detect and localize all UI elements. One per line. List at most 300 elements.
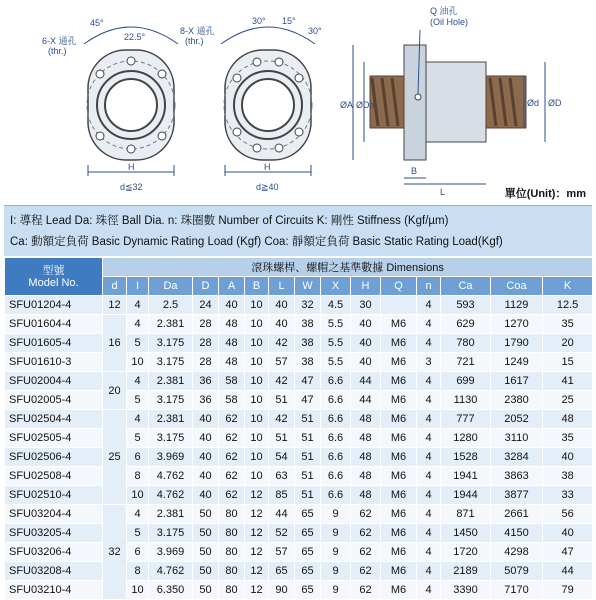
table-row xyxy=(5,524,593,543)
column-header: Da xyxy=(149,277,193,296)
value-cell: 2.381 xyxy=(149,410,193,429)
value-cell: 4.762 xyxy=(149,467,193,486)
value-cell: 2.381 xyxy=(149,372,193,391)
table-row xyxy=(5,467,593,486)
value-cell: 2.381 xyxy=(149,315,193,334)
model-cell: SFU02005-4 xyxy=(5,391,103,410)
value-cell: 10 xyxy=(127,353,149,372)
value-cell: 40 xyxy=(219,296,245,315)
value-cell: 780 xyxy=(441,334,491,353)
model-cell: SFU02504-4 xyxy=(5,410,103,429)
oil-hole-label: (Oil Hole) xyxy=(430,17,469,27)
value-cell: 42 xyxy=(269,372,295,391)
value-cell: 36 xyxy=(193,391,219,410)
table-row xyxy=(5,581,593,600)
value-cell: M6 xyxy=(381,505,417,524)
value-cell: 10 xyxy=(245,410,269,429)
value-cell: 65 xyxy=(295,543,321,562)
value-cell: 4 xyxy=(417,391,441,410)
value-cell: M6 xyxy=(381,410,417,429)
value-cell: 6 xyxy=(127,543,149,562)
value-cell: 2380 xyxy=(491,391,543,410)
table-row xyxy=(5,486,593,505)
value-cell: 51 xyxy=(295,448,321,467)
table-row xyxy=(5,410,593,429)
model-cell: SFU02004-4 xyxy=(5,372,103,391)
value-cell xyxy=(381,296,417,315)
value-cell: 12 xyxy=(245,562,269,581)
value-cell: 8 xyxy=(127,562,149,581)
value-cell: 12 xyxy=(245,524,269,543)
value-cell: 38 xyxy=(295,353,321,372)
value-cell: 80 xyxy=(219,562,245,581)
table-row xyxy=(5,448,593,467)
value-cell: 62 xyxy=(219,429,245,448)
value-cell: 40 xyxy=(193,467,219,486)
value-cell: 6.350 xyxy=(149,581,193,600)
value-cell: 38 xyxy=(295,334,321,353)
value-cell: M6 xyxy=(381,429,417,448)
value-cell: 10 xyxy=(245,353,269,372)
holes-a-label: 6-X 通孔 xyxy=(42,36,77,46)
value-cell: 6.6 xyxy=(321,486,351,505)
value-cell: 79 xyxy=(543,581,593,600)
value-cell: 24 xyxy=(193,296,219,315)
value-cell: M6 xyxy=(381,486,417,505)
model-cell: SFU03206-4 xyxy=(5,543,103,562)
flange-6-hole xyxy=(84,27,178,176)
value-cell: 6.6 xyxy=(321,467,351,486)
model-zh: 型號 xyxy=(42,264,65,277)
value-cell: 10 xyxy=(245,467,269,486)
value-cell: 4 xyxy=(417,581,441,600)
value-cell: 4 xyxy=(127,410,149,429)
value-cell: 51 xyxy=(295,467,321,486)
value-cell: 4 xyxy=(417,448,441,467)
value-cell: 51 xyxy=(269,391,295,410)
value-cell: 62 xyxy=(219,486,245,505)
value-cell: 9 xyxy=(321,524,351,543)
value-cell: 1130 xyxy=(441,391,491,410)
value-cell: 65 xyxy=(269,562,295,581)
angle-b1: 30° xyxy=(252,16,266,26)
value-cell: 4 xyxy=(417,410,441,429)
value-cell: 4 xyxy=(127,296,149,315)
value-cell: 44 xyxy=(351,372,381,391)
table-row xyxy=(5,315,593,334)
value-cell: M6 xyxy=(381,372,417,391)
table-row xyxy=(5,543,593,562)
value-cell: 57 xyxy=(269,353,295,372)
value-cell: M6 xyxy=(381,543,417,562)
value-cell: 63 xyxy=(269,467,295,486)
column-header: A xyxy=(219,277,245,296)
value-cell: 48 xyxy=(351,486,381,505)
value-cell: 6.6 xyxy=(321,410,351,429)
value-cell: M6 xyxy=(381,562,417,581)
model-cell: SFU02508-4 xyxy=(5,467,103,486)
value-cell: 5079 xyxy=(491,562,543,581)
value-cell: 28 xyxy=(193,334,219,353)
value-cell: 38 xyxy=(295,315,321,334)
value-cell: 7170 xyxy=(491,581,543,600)
l-label: L xyxy=(440,187,446,197)
model-header xyxy=(5,258,103,296)
value-cell: 3.175 xyxy=(149,353,193,372)
value-cell: 62 xyxy=(351,505,381,524)
value-cell: 10 xyxy=(245,334,269,353)
value-cell: 44 xyxy=(543,562,593,581)
holes-b-label: 8-X 通孔 xyxy=(180,26,215,36)
header-row-1 xyxy=(5,258,593,277)
value-cell: 5 xyxy=(127,391,149,410)
value-cell: 5.5 xyxy=(321,353,351,372)
value-cell: 38 xyxy=(543,467,593,486)
value-cell: 3.969 xyxy=(149,448,193,467)
table-row xyxy=(5,334,593,353)
value-cell: M6 xyxy=(381,448,417,467)
value-cell: 10 xyxy=(127,581,149,600)
value-cell: 6.6 xyxy=(321,429,351,448)
d-note-a: d≦32 xyxy=(120,182,143,192)
value-cell: 5 xyxy=(127,429,149,448)
value-cell: 62 xyxy=(351,581,381,600)
value-cell: 32 xyxy=(295,296,321,315)
flange-8-hole xyxy=(221,27,315,176)
value-cell: 4.5 xyxy=(321,296,351,315)
h-b-label: H xyxy=(264,162,271,172)
value-cell: 8 xyxy=(127,467,149,486)
nut-side-view xyxy=(353,30,545,184)
value-cell: 25 xyxy=(543,391,593,410)
unit-label: 單位(Unit)：mm xyxy=(504,188,586,200)
value-cell: 10 xyxy=(245,391,269,410)
value-cell: 1280 xyxy=(441,429,491,448)
value-cell: 5.5 xyxy=(321,334,351,353)
technical-drawing xyxy=(0,0,596,200)
shaft-dia-cell: 20 xyxy=(103,372,127,410)
value-cell: 12 xyxy=(245,581,269,600)
value-cell: 47 xyxy=(295,391,321,410)
value-cell: 1528 xyxy=(441,448,491,467)
value-cell: 3110 xyxy=(491,429,543,448)
value-cell: 10 xyxy=(245,296,269,315)
value-cell: 40 xyxy=(543,524,593,543)
value-cell: 9 xyxy=(321,562,351,581)
angle-b2: 15° xyxy=(282,16,296,26)
value-cell: 6.6 xyxy=(321,391,351,410)
value-cell: 62 xyxy=(351,543,381,562)
value-cell: 2.381 xyxy=(149,505,193,524)
value-cell: 52 xyxy=(269,524,295,543)
value-cell: 28 xyxy=(193,315,219,334)
value-cell: 4 xyxy=(417,429,441,448)
value-cell: 4 xyxy=(417,334,441,353)
value-cell: 62 xyxy=(219,448,245,467)
model-cell: SFU02505-4 xyxy=(5,429,103,448)
value-cell: M6 xyxy=(381,315,417,334)
value-cell: 80 xyxy=(219,524,245,543)
value-cell: 28 xyxy=(193,353,219,372)
value-cell: 10 xyxy=(127,486,149,505)
value-cell: 4 xyxy=(417,467,441,486)
value-cell: 40 xyxy=(351,353,381,372)
value-cell: 36 xyxy=(193,372,219,391)
value-cell: 4.762 xyxy=(149,486,193,505)
h-a-label: H xyxy=(128,162,135,172)
value-cell: M6 xyxy=(381,391,417,410)
thr-b-label: (thr.) xyxy=(185,36,204,46)
value-cell: 65 xyxy=(295,581,321,600)
value-cell: 51 xyxy=(295,410,321,429)
value-cell: 3.969 xyxy=(149,543,193,562)
q-label: Q 油孔 xyxy=(430,6,458,16)
value-cell: 9 xyxy=(321,543,351,562)
angle-a2: 22.5° xyxy=(124,32,146,42)
value-cell: 47 xyxy=(543,543,593,562)
value-cell: 3863 xyxy=(491,467,543,486)
angle-b3: 30° xyxy=(308,26,322,36)
table-row xyxy=(5,505,593,524)
value-cell: 3877 xyxy=(491,486,543,505)
value-cell: 40 xyxy=(193,448,219,467)
value-cell: 4150 xyxy=(491,524,543,543)
value-cell: 40 xyxy=(269,315,295,334)
value-cell: 1790 xyxy=(491,334,543,353)
value-cell: 3.175 xyxy=(149,334,193,353)
dD-label: ØD xyxy=(548,98,562,108)
legend-line-1: I: 導程 Lead Da: 珠徑 Ball Dia. n: 珠圈數 Number of Circuits K: 剛性 Stiffness (Kgf/µm) xyxy=(10,215,449,227)
column-header: d xyxy=(103,277,127,296)
column-header: W xyxy=(295,277,321,296)
model-en: Model No. xyxy=(28,276,79,289)
value-cell: 44 xyxy=(269,505,295,524)
dimensions-header: 滾珠螺桿、螺帽之基準數據 Dimensions xyxy=(103,258,593,277)
value-cell: 48 xyxy=(351,448,381,467)
table-row xyxy=(5,391,593,410)
value-cell: 33 xyxy=(543,486,593,505)
value-cell: 15 xyxy=(543,353,593,372)
value-cell: 1720 xyxy=(441,543,491,562)
value-cell: 12 xyxy=(245,486,269,505)
value-cell: 4 xyxy=(127,315,149,334)
value-cell: 62 xyxy=(351,562,381,581)
model-cell: SFU01604-4 xyxy=(5,315,103,334)
column-header: Ca xyxy=(441,277,491,296)
value-cell: 2661 xyxy=(491,505,543,524)
value-cell: 4 xyxy=(417,296,441,315)
legend-line-2: Ca: 動額定負荷 Basic Dynamic Rating Load (Kgf) Coa: 靜額定負荷 Basic Static Rating Load(Kgf) xyxy=(10,236,503,248)
angle-a1: 45° xyxy=(90,18,104,28)
value-cell: 10 xyxy=(245,448,269,467)
table-row xyxy=(5,353,593,372)
column-header: n xyxy=(417,277,441,296)
column-header: K xyxy=(543,277,593,296)
value-cell: M6 xyxy=(381,467,417,486)
value-cell: 777 xyxy=(441,410,491,429)
value-cell: 4 xyxy=(417,315,441,334)
value-cell: 699 xyxy=(441,372,491,391)
value-cell: 593 xyxy=(441,296,491,315)
value-cell: 2.5 xyxy=(149,296,193,315)
value-cell: 48 xyxy=(219,315,245,334)
value-cell: 54 xyxy=(269,448,295,467)
table-row xyxy=(5,296,593,315)
value-cell: 30 xyxy=(351,296,381,315)
d-note-b: d≧40 xyxy=(256,182,279,192)
value-cell: 48 xyxy=(543,410,593,429)
value-cell: 4 xyxy=(417,562,441,581)
value-cell: 50 xyxy=(193,543,219,562)
value-cell: 6 xyxy=(127,448,149,467)
value-cell: 48 xyxy=(219,334,245,353)
table-body xyxy=(5,296,593,600)
value-cell: 65 xyxy=(295,562,321,581)
value-cell: 5.5 xyxy=(321,315,351,334)
value-cell: 50 xyxy=(193,581,219,600)
value-cell: 42 xyxy=(269,410,295,429)
column-header: D xyxy=(193,277,219,296)
value-cell: 42 xyxy=(269,334,295,353)
value-cell: 4 xyxy=(127,372,149,391)
column-header: X xyxy=(321,277,351,296)
value-cell: 41 xyxy=(543,372,593,391)
value-cell: 90 xyxy=(269,581,295,600)
value-cell: 1617 xyxy=(491,372,543,391)
value-cell: 40 xyxy=(351,334,381,353)
shaft-dia-cell: 12 xyxy=(103,296,127,315)
value-cell: 48 xyxy=(351,429,381,448)
value-cell: 47 xyxy=(295,372,321,391)
value-cell: 12 xyxy=(245,543,269,562)
column-header: I xyxy=(127,277,149,296)
value-cell: 62 xyxy=(219,410,245,429)
model-cell: SFU03205-4 xyxy=(5,524,103,543)
value-cell: 57 xyxy=(269,543,295,562)
value-cell: 2052 xyxy=(491,410,543,429)
value-cell: 10 xyxy=(245,372,269,391)
spec-table xyxy=(4,257,593,600)
value-cell: 80 xyxy=(219,581,245,600)
value-cell: 1249 xyxy=(491,353,543,372)
value-cell: 4 xyxy=(127,505,149,524)
value-cell: 3284 xyxy=(491,448,543,467)
column-header: Coa xyxy=(491,277,543,296)
shaft-dia-cell: 25 xyxy=(103,410,127,505)
value-cell: 3 xyxy=(417,353,441,372)
value-cell: 40 xyxy=(269,296,295,315)
value-cell: 2189 xyxy=(441,562,491,581)
value-cell: 3390 xyxy=(441,581,491,600)
value-cell: 4 xyxy=(417,372,441,391)
value-cell: M6 xyxy=(381,334,417,353)
model-cell: SFU03208-4 xyxy=(5,562,103,581)
dDa-label: ØDa xyxy=(356,100,375,110)
value-cell: 40 xyxy=(351,315,381,334)
value-cell: 40 xyxy=(543,448,593,467)
value-cell: 3.175 xyxy=(149,429,193,448)
value-cell: M6 xyxy=(381,524,417,543)
value-cell: 4 xyxy=(417,524,441,543)
value-cell: 629 xyxy=(441,315,491,334)
value-cell: 62 xyxy=(219,467,245,486)
value-cell: M6 xyxy=(381,353,417,372)
value-cell: 65 xyxy=(295,524,321,543)
value-cell: 35 xyxy=(543,429,593,448)
value-cell: 9 xyxy=(321,581,351,600)
value-cell: M6 xyxy=(381,581,417,600)
value-cell: 721 xyxy=(441,353,491,372)
value-cell: 40 xyxy=(193,410,219,429)
value-cell: 4298 xyxy=(491,543,543,562)
model-cell: SFU02506-4 xyxy=(5,448,103,467)
value-cell: 6.6 xyxy=(321,372,351,391)
legend-box xyxy=(4,205,592,256)
table-row xyxy=(5,372,593,391)
value-cell: 51 xyxy=(295,486,321,505)
value-cell: 6.6 xyxy=(321,448,351,467)
value-cell: 44 xyxy=(351,391,381,410)
model-cell: SFU02510-4 xyxy=(5,486,103,505)
value-cell: 12 xyxy=(245,505,269,524)
value-cell: 51 xyxy=(295,429,321,448)
shaft-dia-cell: 16 xyxy=(103,315,127,372)
value-cell: 35 xyxy=(543,315,593,334)
value-cell: 10 xyxy=(245,429,269,448)
value-cell: 3.175 xyxy=(149,524,193,543)
model-cell: SFU03204-4 xyxy=(5,505,103,524)
value-cell: 51 xyxy=(269,429,295,448)
value-cell: 9 xyxy=(321,505,351,524)
value-cell: 48 xyxy=(351,467,381,486)
value-cell: 5 xyxy=(127,524,149,543)
value-cell: 50 xyxy=(193,524,219,543)
shaft-dia-cell: 32 xyxy=(103,505,127,600)
value-cell: 1941 xyxy=(441,467,491,486)
dd-label: Ød xyxy=(527,98,540,108)
thr-a-label: (thr.) xyxy=(48,46,67,56)
value-cell: 20 xyxy=(543,334,593,353)
column-header: H xyxy=(351,277,381,296)
column-header: L xyxy=(269,277,295,296)
value-cell: 4 xyxy=(417,543,441,562)
model-cell: SFU01610-3 xyxy=(5,353,103,372)
table-row xyxy=(5,429,593,448)
b-label: B xyxy=(411,166,418,176)
value-cell: 80 xyxy=(219,543,245,562)
value-cell: 56 xyxy=(543,505,593,524)
table-row xyxy=(5,562,593,581)
value-cell: 50 xyxy=(193,505,219,524)
value-cell: 50 xyxy=(193,562,219,581)
value-cell: 4 xyxy=(417,505,441,524)
value-cell: 58 xyxy=(219,372,245,391)
value-cell: 1129 xyxy=(491,296,543,315)
value-cell: 12.5 xyxy=(543,296,593,315)
value-cell: 4.762 xyxy=(149,562,193,581)
value-cell: 48 xyxy=(351,410,381,429)
model-cell: SFU03210-4 xyxy=(5,581,103,600)
value-cell: 65 xyxy=(295,505,321,524)
value-cell: 1944 xyxy=(441,486,491,505)
value-cell: 40 xyxy=(193,486,219,505)
value-cell: 1270 xyxy=(491,315,543,334)
column-header: Q xyxy=(381,277,417,296)
value-cell: 5 xyxy=(127,334,149,353)
value-cell: 85 xyxy=(269,486,295,505)
model-cell: SFU01204-4 xyxy=(5,296,103,315)
value-cell: 1450 xyxy=(441,524,491,543)
